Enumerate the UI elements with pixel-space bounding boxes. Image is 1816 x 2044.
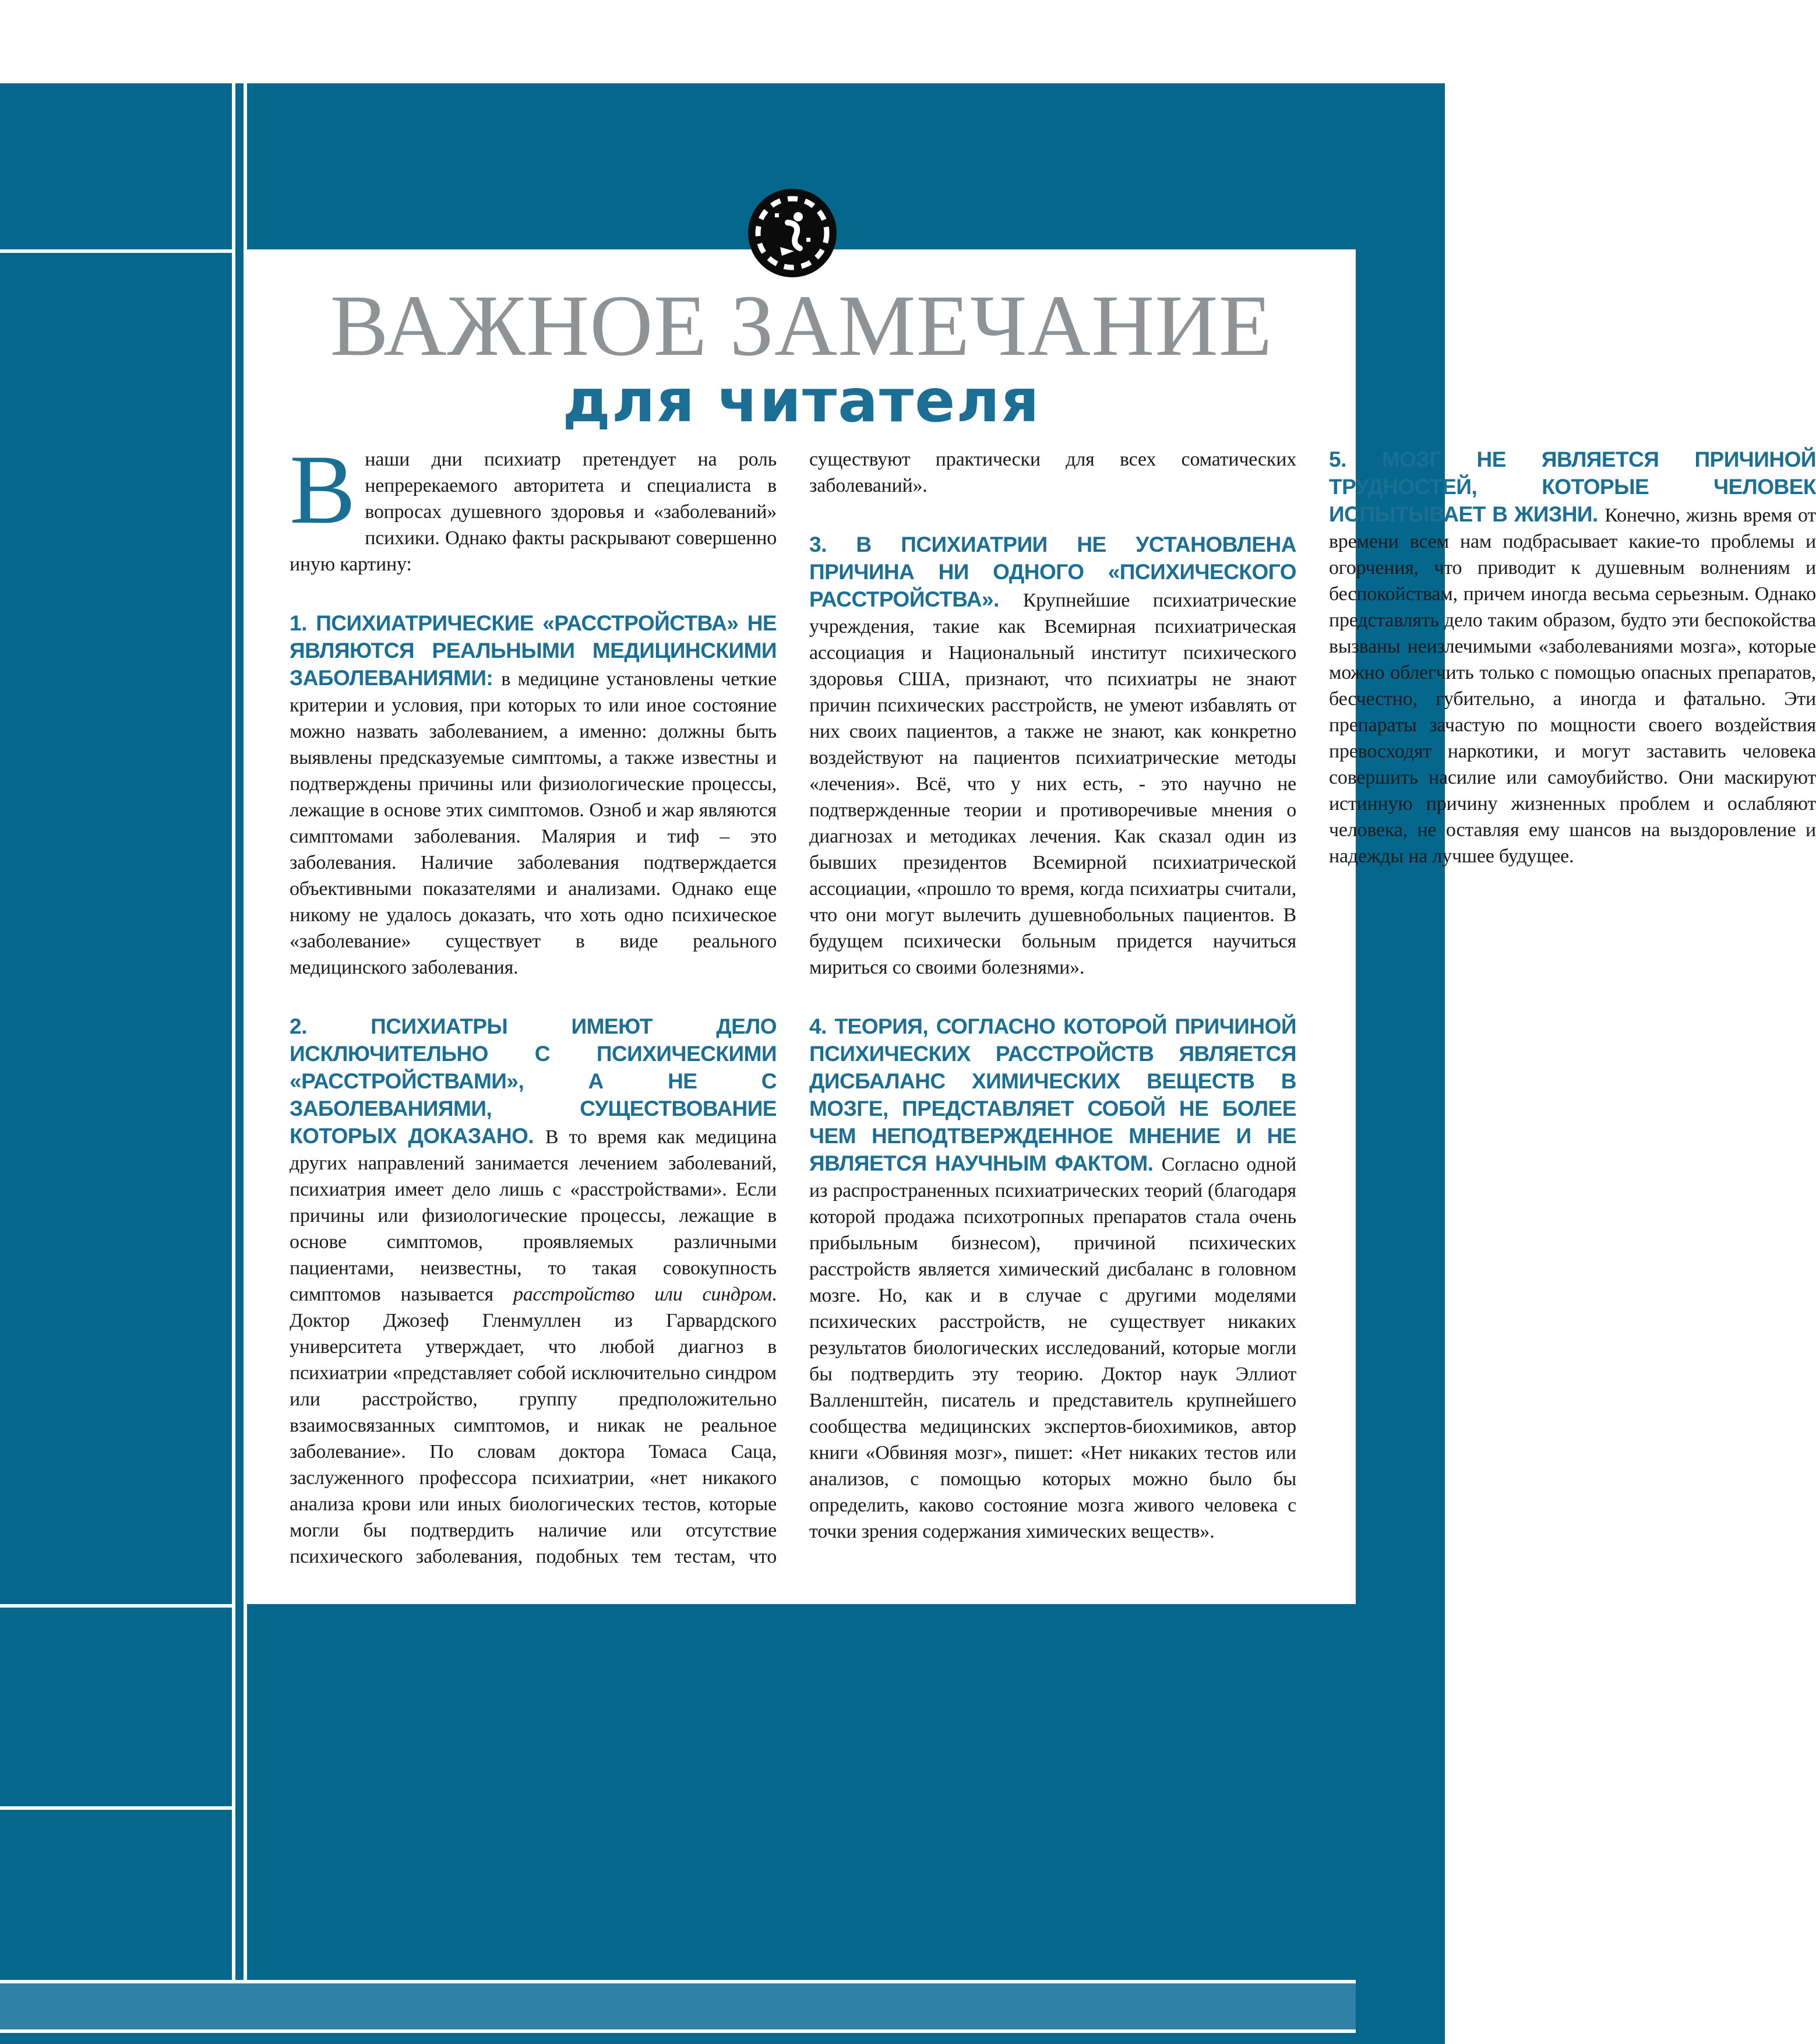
bottom-band-bottom-rule: [0, 2029, 1356, 2033]
two-column-text: [290, 435, 1816, 1593]
page-title: ВАЖНОЕ ЗАМЕЧАНИЕ: [330, 277, 1273, 374]
section-1: [290, 610, 777, 981]
cchr-emblem-icon: [747, 188, 838, 279]
section-body: В то время как медицина других направлений занимается лечением заболеваний, психиатрия имеет дело лишь с «расстройствами». Если причины или физиологические процессы, лежащие в основе симптомов, проявляемых различными пациентами, неизвестны, то такая совокупность симптомов называется расстройство или синдром. Доктор Джозеф Гленмуллен из Гарвардского университета утверждает, что любой диагноз в психиатрии «представляет собой исключительно синдром или расстройство, группу предположительно взаимосвязанных симптомов, и никак не реальное заболевание». По словам доктора Томаса Саца, заслуженного профессора психиатрии, «нет никакого анализа крови или иных биологических тестов, которые могли бы подтвердить наличие или отсутствие психического заболевания, подобных тем тестам, что существуют практически для всех соматических заболеваний».: [290, 449, 1296, 1567]
intro-paragraph: Внаши дни психиатр претендует на роль непререкаемого авторитета и специалиста в вопросах душевного здоровья и «заболеваний» психики. Однако факты раскрывают совершенно иную картину:: [290, 435, 777, 575]
section-body: Конечно, жизнь время от времени всем нам подбрасывает какие-то проблемы и огорчения, что приводит к душевным волнениям и беспокойствам, причем иногда весьма серьезным. Однако представлять дело таким образом, будто эти беспокойства вызваны неизлечимыми «заболеваниями мозга», которые можно облегчить только с помощью опасных препаратов, бесчестно, губительно, а иногда и фатально. Эти препараты зачастую по мощности своего воздействия превосходят наркотики, и могут заставить человека совершить насилие или самоубийство. Они маскируют истинную причину жизненных проблем и ослабляют человека, не оставляя ему шансов на выздоровление и надежды на лучшее будущее.: [1329, 505, 1816, 867]
section-5: [1329, 446, 1816, 869]
drop-cap: В: [290, 435, 356, 544]
decorative-horizontal-rule-top: [0, 249, 232, 253]
decorative-horizontal-rule-lower: [0, 1806, 232, 1810]
decorative-horizontal-rule-middle: [0, 1604, 232, 1608]
section-heading: 1. ПСИХИАТРИЧЕСКИЕ «РАССТРОЙСТВА» НЕ ЯВЛЯЮТСЯ РЕАЛЬНЫМИ МЕДИЦИНСКИМИ ЗАБОЛЕВАНИЯМИ:: [290, 611, 777, 690]
section-heading: 4. ТЕОРИЯ, СОГЛАСНО КОТОРОЙ ПРИЧИНОЙ ПСИХИЧЕСКИХ РАССТРОЙСТВ ЯВЛЯЕТСЯ ДИСБАЛАНС ХИМИЧЕСКИХ ВЕЩЕСТВ В МОЗГЕ, ПРЕДСТАВЛЯЕТ СОБОЙ НЕ БОЛЕЕ ЧЕМ НЕПОДТВЕРЖДЕННОЕ МНЕНИЕ И НЕ ЯВЛЯЕТСЯ НАУЧНЫМ ФАКТОМ.: [809, 1014, 1296, 1175]
section-heading: 5. МОЗГ НЕ ЯВЛЯЕТСЯ ПРИЧИНОЙ ТРУДНОСТЕЙ, КОТОРЫЕ ЧЕЛОВЕК ИСПЫТЫВАЕТ В ЖИЗНИ.: [1329, 447, 1816, 526]
section-body: в медицине установлены четкие критерии и условия, при которых то или иное состояние можно назвать заболеванием, а именно: должны быть выявлены предсказуемые симптомы, а также известны и подтверждены причины или физиологические процессы, лежащие в основе этих симптомов. Озноб и жар являются симптомами заболевания. Малярия и тиф – это заболевания. Наличие заболевания подтверждается объективными показателями и анализами. Однако еще никому не удалось доказать, что хоть одно психическое «заболевание» существует в виде реального медицинского заболевания.: [290, 668, 777, 978]
bottom-accent-band: [0, 1983, 1356, 2029]
section-3: [809, 531, 1296, 981]
section-body: Согласно одной из распространенных психиатрических теорий (благодаря которой продажа психотропных препаратов стала очень прибыльным бизнесом), причиной психических расстройств является химический дисбаланс в головном мозге. Но, как и в случае с другими моделями психических расстройств, не существует никаких результатов биологических исследований, которые могли бы подтвердить эту теорию. Доктор наук Эллиот Валленштейн, писатель и представитель крупнейшего сообщества медицинских экспертов-биохимиков, автор книги «Обвиняя мозг», пишет: «Нет никаких тестов или анализов, с помощью которых можно было бы определить, каково состояние мозга живого человека с точки зрения содержания химических веществ».: [809, 1154, 1296, 1542]
section-heading: 2. ПСИХИАТРЫ ИМЕЮТ ДЕЛО ИСКЛЮЧИТЕЛЬНО С ПСИХИЧЕСКИМИ «РАССТРОЙСТВАМИ», А НЕ С ЗАБОЛЕВАНИЯМИ, СУЩЕСТВОВАНИЕ КОТОРЫХ ДОКАЗАНО.: [290, 1014, 777, 1148]
section-heading: 3. В ПСИХИАТРИИ НЕ УСТАНОВЛЕНА ПРИЧИНА НИ ОДНОГО «ПСИХИЧЕСКОГО РАССТРОЙСТВА».: [809, 533, 1296, 611]
page-subtitle: для читателя: [562, 366, 1041, 436]
section-body: Крупнейшие психиатрические учреждения, такие как Всемирная психиатрическая ассоциация и Национальный институт психического здоровья США, признают, что психиатры не знают причин психических расстройств, не умеют избавлять от них своих пациентов, а также не знают, как конкретно воздействуют на пациентов психиатрические методы «лечения». Всё, что у них есть, - это научно не подтвержденные теории и противоречивые мнения о диагнозах и методиках лечения. Как сказал один из бывших президентов Всемирной психиатрической ассоциации, «прошло то время, когда психиатры считали, что они могут вылечить душевнобольных пациентов. В будущем психически больным придется научиться мириться со своими болезнями».: [809, 590, 1297, 978]
section-4: [809, 1013, 1296, 1545]
content-panel: [247, 249, 1816, 1604]
decorative-vertical-rule-outer: [232, 83, 235, 1983]
